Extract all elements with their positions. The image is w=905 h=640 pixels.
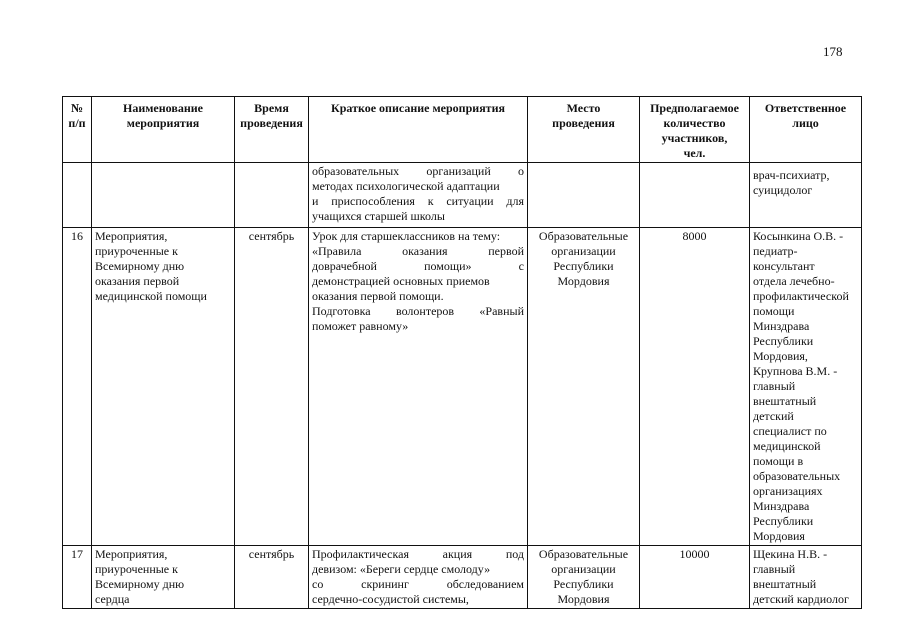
name-line: сердца bbox=[95, 592, 130, 606]
cell-responsible bbox=[750, 546, 862, 609]
name-line: Всемирному дню bbox=[95, 577, 185, 591]
cell-responsible bbox=[750, 163, 862, 228]
place-line: Образовательные bbox=[538, 547, 629, 561]
header-participants bbox=[640, 97, 750, 163]
place-line: организации bbox=[551, 244, 616, 258]
header-text: Место bbox=[566, 101, 601, 115]
description-line: Профилактическая акция под bbox=[312, 547, 524, 561]
description-line: Подготовка волонтеров «Равный bbox=[312, 304, 524, 318]
responsible-line: помощи bbox=[753, 304, 795, 318]
name-line: приуроченные к bbox=[95, 244, 178, 258]
name-line: оказания первой bbox=[95, 274, 180, 288]
description-line: образовательных организаций о bbox=[312, 164, 524, 178]
description-line: оказания первой помощи. bbox=[312, 289, 444, 303]
responsible-line: профилактической bbox=[753, 289, 849, 303]
responsible-line: главный bbox=[753, 379, 796, 393]
cell-description bbox=[309, 228, 528, 546]
header-number bbox=[63, 97, 92, 163]
events-table bbox=[62, 96, 862, 609]
responsible-line: Республики bbox=[753, 334, 814, 348]
name-line: Всемирному дню bbox=[95, 259, 185, 273]
responsible-line: отдела лечебно- bbox=[753, 274, 835, 288]
place-line: Мордовия bbox=[557, 274, 610, 288]
table-row bbox=[63, 228, 862, 546]
responsible-line: специалист по bbox=[753, 424, 827, 438]
responsible-line: суицидолог bbox=[753, 183, 813, 197]
header-text: № bbox=[70, 101, 84, 115]
responsible-line: образовательных bbox=[753, 469, 841, 483]
header-place bbox=[528, 97, 640, 163]
responsible-line: помощи в bbox=[753, 454, 804, 468]
responsible-line: Мордовия, bbox=[753, 349, 808, 363]
description-line: «Правила оказания первой bbox=[312, 244, 524, 258]
header-text: чел. bbox=[683, 146, 706, 160]
header-text: количество bbox=[663, 116, 726, 130]
cell-number bbox=[63, 163, 92, 228]
responsible-line: главный bbox=[753, 562, 796, 576]
responsible-line: внештатный bbox=[753, 577, 817, 591]
header-responsible bbox=[750, 97, 862, 163]
cell-time bbox=[235, 163, 309, 228]
responsible-line: Республики bbox=[753, 514, 814, 528]
name-line: медицинской помощи bbox=[95, 289, 207, 303]
place-line: Республики bbox=[553, 259, 614, 273]
header-text: мероприятия bbox=[126, 116, 200, 130]
header-text: п/п bbox=[68, 116, 86, 130]
place-line: Мордовия bbox=[557, 592, 610, 606]
responsible-line: консультант bbox=[753, 259, 815, 273]
header-text: проведения bbox=[240, 116, 303, 130]
name-line: Мероприятия, bbox=[95, 229, 168, 243]
header-text: лицо bbox=[792, 116, 819, 130]
header-text: Наименование bbox=[123, 101, 203, 115]
header-text: проведения bbox=[552, 116, 615, 130]
name-line: Мероприятия, bbox=[95, 547, 168, 561]
responsible-line: Крупнова В.М. - bbox=[753, 364, 838, 378]
header-time bbox=[235, 97, 309, 163]
table-row bbox=[63, 163, 862, 228]
description-line: методах психологической адаптации bbox=[312, 179, 500, 193]
cell-description bbox=[309, 546, 528, 609]
cell-description bbox=[309, 163, 528, 228]
cell-name bbox=[92, 546, 235, 609]
cell-time: сентябрь bbox=[235, 228, 309, 546]
place-line: Образовательные bbox=[538, 229, 629, 243]
header-text: Время bbox=[254, 101, 289, 115]
responsible-line: врач-психиатр, bbox=[753, 168, 830, 182]
cell-participants: 10000 bbox=[640, 546, 750, 609]
responsible-line: Щекина Н.В. - bbox=[753, 547, 828, 561]
description-line: Урок для старшеклассников на тему: bbox=[312, 229, 501, 243]
responsible-line: детский bbox=[753, 409, 794, 423]
description-line: и приспособления к ситуации для bbox=[312, 194, 524, 208]
description-line: со скрининг обследованием bbox=[312, 577, 524, 591]
responsible-line: детский кардиолог bbox=[753, 592, 849, 606]
responsible-line: Минздрава bbox=[753, 499, 810, 513]
header-text: Краткое описание мероприятия bbox=[331, 101, 505, 115]
cell-name bbox=[92, 228, 235, 546]
page-number: 178 bbox=[823, 44, 843, 59]
cell-place bbox=[528, 163, 640, 228]
description-line: доврачебной помощи» с bbox=[312, 259, 524, 273]
cell-participants bbox=[640, 163, 750, 228]
description-line: поможет равному» bbox=[312, 319, 409, 333]
description-line: сердечно-сосудистой системы, bbox=[312, 592, 469, 606]
name-line: приуроченные к bbox=[95, 562, 178, 576]
cell-time: сентябрь bbox=[235, 546, 309, 609]
description-line: девизом: «Береги сердце смолоду» bbox=[312, 562, 491, 576]
description-line: учащихся старшей школы bbox=[312, 209, 445, 223]
header-description bbox=[309, 97, 528, 163]
description-line: демонстрацией основных приемов bbox=[312, 274, 490, 288]
cell-responsible bbox=[750, 228, 862, 546]
cell-place bbox=[528, 228, 640, 546]
responsible-line: педиатр- bbox=[753, 244, 798, 258]
responsible-line: медицинской bbox=[753, 439, 821, 453]
table-row bbox=[63, 546, 862, 609]
cell-name bbox=[92, 163, 235, 228]
responsible-line: организациях bbox=[753, 484, 823, 498]
header-name bbox=[92, 97, 235, 163]
place-line: Республики bbox=[553, 577, 614, 591]
header-text: Предполагаемое bbox=[650, 101, 739, 115]
table-header-row bbox=[63, 97, 862, 163]
responsible-line: Косынкина О.В. - bbox=[753, 229, 844, 243]
header-text: Ответственное bbox=[764, 101, 847, 115]
responsible-line: внештатный bbox=[753, 394, 817, 408]
cell-participants: 8000 bbox=[640, 228, 750, 546]
cell-number: 16 bbox=[63, 228, 92, 546]
header-text: участников, bbox=[661, 131, 728, 145]
responsible-line: Минздрава bbox=[753, 319, 810, 333]
place-line: организации bbox=[551, 562, 616, 576]
cell-place bbox=[528, 546, 640, 609]
cell-number: 17 bbox=[63, 546, 92, 609]
responsible-line: Мордовия bbox=[753, 529, 805, 543]
